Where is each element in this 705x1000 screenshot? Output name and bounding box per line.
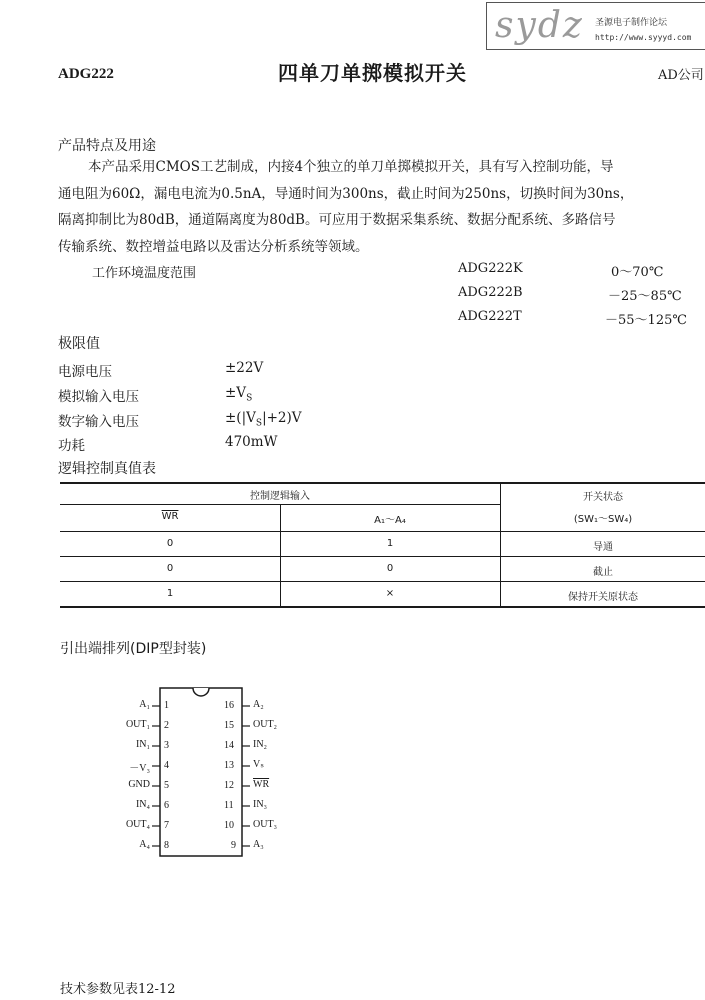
- pin-number: 7: [164, 820, 169, 831]
- pin-number: 5: [164, 780, 169, 791]
- pin-label: OUT₃: [253, 819, 278, 830]
- pin-number: 16: [224, 700, 234, 711]
- pin-number: 14: [224, 740, 234, 751]
- limit-value: ±22V: [225, 360, 264, 376]
- pin-number: 4: [164, 760, 169, 771]
- temp-value: －25～85℃: [608, 289, 682, 304]
- footer-note: 技术参数见表12-12: [60, 982, 176, 997]
- limit-name: 模拟输入电压: [58, 389, 139, 405]
- page-title: 四单刀单掷模拟开关: [278, 61, 467, 85]
- limit-name: 数字输入电压: [58, 414, 139, 430]
- temp-model: ADG222T: [458, 309, 522, 324]
- pin-number: 2: [164, 720, 169, 731]
- pin-label: $\overline{WR}$: [253, 779, 270, 790]
- temp-model: ADG222B: [458, 285, 523, 300]
- pin-label: OUT₄: [125, 819, 150, 830]
- table-header-wr: $\overline{WR}$: [161, 511, 179, 522]
- pin-number: 11: [224, 800, 234, 811]
- manufacturer: AD公司: [658, 68, 704, 83]
- pin-label: IN₁: [135, 739, 150, 750]
- dip-notch: [193, 688, 209, 696]
- pin-number: 10: [224, 820, 234, 831]
- pin-label: IN₄: [135, 799, 150, 810]
- table-cell: ×: [385, 588, 395, 599]
- truth-table-heading: 逻辑控制真值表: [58, 461, 156, 477]
- temp-value: 0～70℃: [611, 265, 664, 280]
- table-cell: 1: [386, 538, 394, 549]
- features-line: 传输系统、数控增益电路以及雷达分析系统等领域。: [58, 238, 369, 255]
- temp-model: ADG222K: [458, 261, 523, 276]
- pin-number: 15: [224, 720, 234, 731]
- table-header-state-sub: (SW₁～SW₄): [573, 514, 633, 525]
- pin-label: IN₃: [253, 799, 268, 810]
- temp-range-label: 工作环境温度范围: [92, 266, 197, 281]
- table-cell: 0: [166, 538, 174, 549]
- table-cell: 保持开关原状态: [568, 592, 638, 603]
- pin-number: 8: [164, 840, 169, 851]
- pin-number: 6: [164, 800, 169, 811]
- pin-label: A₃: [253, 839, 264, 850]
- pinout-heading: 引出端排列(DIP型封装): [60, 641, 207, 657]
- limit-name: 电源电压: [58, 364, 112, 380]
- features-heading: 产品特点及用途: [58, 138, 156, 154]
- table-cell: 0: [166, 563, 174, 574]
- temp-value: －55～125℃: [605, 313, 687, 328]
- model-number: ADG222: [58, 66, 114, 82]
- limit-name: 功耗: [58, 438, 85, 454]
- pin-label: IN₂: [253, 739, 268, 750]
- features-line: 本产品采用CMOS工艺制成，内接4个独立的单刀单掷模拟开关，具有写入控制功能，导: [88, 159, 614, 175]
- table-cell: 导通: [593, 542, 613, 553]
- table-cell: 截止: [593, 567, 613, 578]
- features-line: 通电阻为60Ω，漏电电流为0.5nA，导通时间为300ns，截止时间为250ns，切换时间为30ns，: [58, 185, 634, 202]
- table-header-state: 开关状态: [583, 492, 623, 503]
- pin-label: OUT₁: [125, 719, 150, 730]
- pin-label: Vₛ: [253, 759, 264, 770]
- watermark-site-name: 圣源电子制作论坛: [595, 18, 668, 28]
- features-line: 隔离抑制比为80dB，通道隔离度为80dB。可应用于数据采集系统、数据分配系统、多路信号: [58, 212, 616, 228]
- pin-label: －V₃: [129, 763, 150, 774]
- table-cell: 0: [386, 563, 394, 574]
- limits-heading: 极限值: [58, 336, 100, 352]
- table-header-address: A₁～A₄: [374, 515, 406, 526]
- limit-value: $\pm V_S$: [225, 385, 253, 404]
- pin-number: 3: [164, 740, 169, 751]
- pin-label: A₄: [139, 839, 150, 850]
- pin-number: 13: [224, 760, 234, 771]
- pin-number: 12: [224, 780, 234, 791]
- pin-number: 1: [164, 700, 169, 711]
- pin-label: A₁: [139, 699, 150, 710]
- pin-number: 9: [231, 840, 236, 851]
- pin-label: OUT₂: [253, 719, 278, 730]
- pin-label: A₂: [253, 699, 264, 710]
- table-group-header: 控制逻辑输入: [250, 491, 310, 502]
- table-cell: 1: [166, 588, 174, 599]
- watermark-url: http://www.syyyd.com: [595, 33, 692, 42]
- limit-value: 470mW: [225, 434, 278, 450]
- watermark-logo: sydz: [495, 5, 584, 46]
- limit-value: $\pm(|V_S|+2)V$: [225, 410, 302, 429]
- pin-label: GND: [128, 779, 150, 790]
